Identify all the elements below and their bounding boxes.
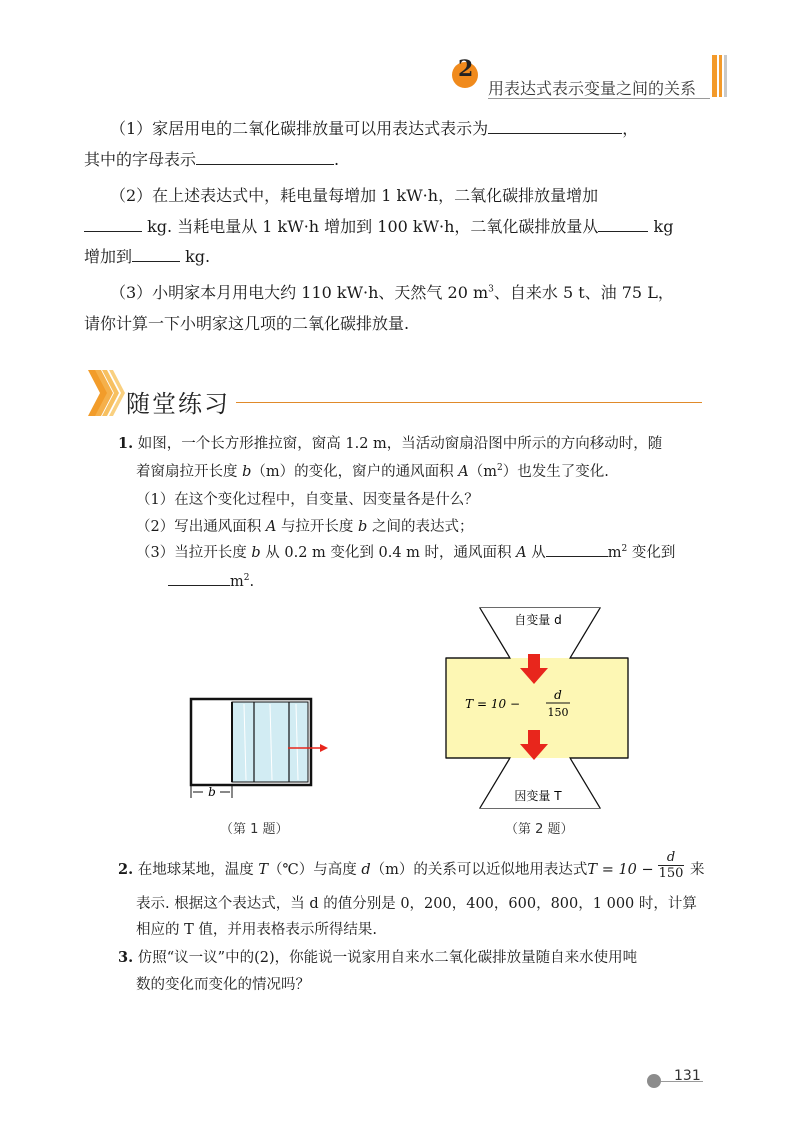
ex1-q1: （1）在这个变化过程中，自变量、因变量各是什么？ <box>136 492 479 508</box>
practice-rule <box>236 402 702 403</box>
section-title: 用表达式表示变量之间的关系 <box>488 79 697 98</box>
ex1-line2: 着窗扇拉开长度 b（m）的变化，窗户的通风面积 $A(m^2)$也发生了变化. <box>136 463 609 480</box>
fig2-frac-num: d <box>554 688 562 702</box>
ex2-frac: d 150 <box>658 850 684 881</box>
page-number: 131 <box>674 1068 701 1084</box>
ex2-line2: 表示. 根据这个表达式，当 d 的值分别是 0，200，400，600，800，1 000 时，计算 <box>136 896 697 912</box>
header-rule <box>488 98 710 99</box>
blank-7 <box>168 571 230 586</box>
blank-3 <box>84 217 142 232</box>
blank-1 <box>488 119 622 134</box>
fig2-frac-den: 150 <box>547 706 569 719</box>
ex1-q2: （2）写出通风面积 A 与拉开长度 b 之间的表达式； <box>136 519 474 535</box>
para2-line3: 增加到 kg. <box>84 247 211 266</box>
header-bar-orange-1 <box>712 55 717 97</box>
ex3-line1: 3. 仿照“议一议”中的(2)，你能说一说家用自来水二氧化碳排放量随自来水使用吨 <box>118 949 638 966</box>
fig2-formula-left: T = 10 − <box>465 697 520 711</box>
ex2-line1: 2. 在地球某地，温度 T（℃）与高度 d（m）的关系可以近似地用表达式T = 10 − <box>118 861 654 878</box>
fig2-top-label: 自变量 d <box>514 613 562 627</box>
page-dot <box>647 1074 661 1088</box>
header-bar-orange-2 <box>719 55 722 97</box>
fig2-bottom-label: 因变量 T <box>514 789 562 803</box>
para1-line2: 其中的字母表示 . <box>84 150 340 169</box>
chevron-arrows-icon <box>88 370 128 416</box>
para2-line1: （2）在上述表达式中，耗电量每增加 1 kW·h，二氧化碳排放量增加 <box>110 186 599 205</box>
section-number: 2 <box>458 56 474 82</box>
blank-4 <box>598 217 648 232</box>
blank-5 <box>132 247 180 262</box>
ex1-line1: 1. 如图，一个长方形推拉窗，窗高 1.2 m，当活动窗扇沿图中所示的方向移动时，随 <box>118 435 663 452</box>
fig2-caption: （第 2 题） <box>505 822 574 837</box>
blank-6 <box>546 542 608 557</box>
blank-2 <box>196 150 334 165</box>
ex2-line3: 相应的 T 值，并用表格表示所得结果. <box>136 922 377 938</box>
figure-1-window <box>186 694 336 806</box>
para3-line1: （3）小明家本月用电大约 110 kW·h、天然气 20 $m^3$、自来水 5 t、油 75 L， <box>110 283 674 302</box>
ex1-q3: （3）当拉开长度 b 从 0.2 m 变化到 0.4 m 时，通风面积 A 从 $m^2$ 变化到 <box>136 541 675 562</box>
fig1-b-label: b <box>208 785 216 799</box>
para2-line2: kg. 当耗电量从 1 kW·h 增加到 100 kW·h，二氧化碳排放量从 kg <box>84 214 673 237</box>
ex1-q3-cont: $m^2$. <box>168 571 254 590</box>
para1-line1: （1）家居用电的二氧化碳排放量可以用表达式表示为 ， <box>110 119 639 138</box>
figure-2-diagram <box>440 604 640 814</box>
practice-title: 随堂练习 <box>126 390 230 418</box>
para3-line2: 请你计算一下小明家这几项的二氧化碳排放量. <box>84 314 410 333</box>
ex3-line2: 数的变化而变化的情况吗？ <box>136 977 310 993</box>
ex2-line1-end: 来 <box>690 862 705 878</box>
fig1-caption: （第 1 题） <box>220 822 289 837</box>
header-bar-gray <box>724 55 727 97</box>
